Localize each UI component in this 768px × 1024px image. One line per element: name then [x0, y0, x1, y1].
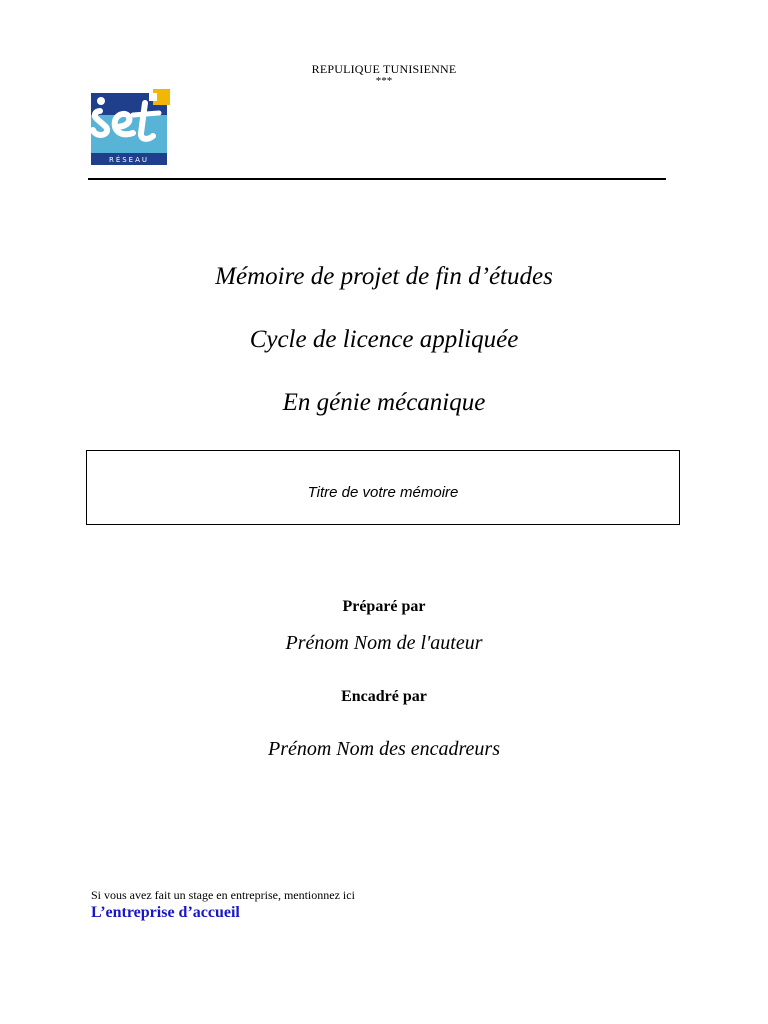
supervised-by-label: Encadré par [341, 688, 427, 705]
country-header: REPULIQUE TUNISIENNE [311, 62, 457, 76]
logo-letter-dot [97, 97, 105, 105]
supervisors-name: Prénom Nom des encadreurs [267, 738, 500, 760]
logo-corner-notch [149, 93, 157, 101]
iset-logo-icon [91, 89, 171, 165]
field-title: En génie mécanique [282, 389, 486, 416]
header-divider [88, 178, 666, 180]
logo-letter-t-bar [133, 113, 159, 115]
degree-cycle-title: Cycle de licence appliquée [249, 326, 519, 353]
header-separator: *** [375, 75, 393, 87]
memoir-type-title: Mémoire de projet de fin d’études [215, 263, 553, 290]
prepared-by-label: Préparé par [342, 598, 426, 615]
internship-note: Si vous avez fait un stage en entreprise, mentionnez ici [91, 888, 355, 902]
thesis-title: Titre de votre mémoire [307, 484, 459, 501]
author-name: Prénom Nom de l'auteur [285, 632, 483, 654]
thesis-title-box [86, 450, 680, 525]
logo-band-text: RÉSEAU [108, 156, 150, 164]
host-company-name: L’entreprise d’accueil [91, 904, 240, 921]
